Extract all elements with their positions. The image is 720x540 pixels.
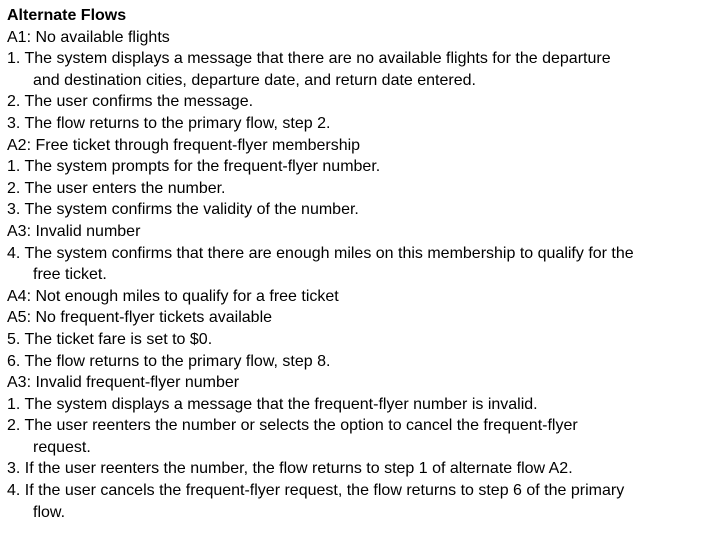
flow-heading-a3-invalid-ff: A3: Invalid frequent-flyer number: [7, 374, 240, 392]
flow-step: 3. The flow returns to the primary flow, step 2.: [7, 114, 331, 132]
flow-step: 6. The flow returns to the primary flow, step 8.: [7, 352, 331, 370]
flow-heading-a5: A5: No frequent-flyer tickets available: [7, 309, 273, 327]
document-body: [7, 5, 719, 523]
flow-step-continuation: and destination cities, departure date, and return date entered.: [33, 71, 476, 89]
section-heading: Alternate Flows: [7, 7, 127, 24]
flow-step: 4. The system confirms that there are enough miles on this membership to qualify for the: [7, 244, 634, 262]
flow-step: 2. The user confirms the message.: [7, 93, 254, 111]
flow-step-continuation: free ticket.: [33, 266, 107, 284]
flow-step: 5. The ticket fare is set to $0.: [7, 330, 213, 348]
flow-step: 1. The system displays a message that there are no available flights for the departure: [7, 50, 611, 68]
flow-heading-a2: A2: Free ticket through frequent-flyer membership: [7, 136, 361, 154]
flow-heading-a4: A4: Not enough miles to qualify for a free ticket: [7, 287, 339, 305]
flow-step: 1. The system prompts for the frequent-flyer number.: [7, 158, 381, 176]
flow-step: 2. The user enters the number.: [7, 179, 226, 197]
flow-step: 3. If the user reenters the number, the flow returns to step 1 of alternate flow A2.: [7, 460, 573, 478]
flow-step: 3. The system confirms the validity of the number.: [7, 201, 359, 219]
flow-step: 4. If the user cancels the frequent-flyer request, the flow returns to step 6 of the primary: [7, 482, 625, 500]
flow-heading-a1: A1: No available flights: [7, 28, 170, 46]
flow-step-continuation: flow.: [33, 503, 66, 521]
flow-step-continuation: request.: [33, 438, 91, 456]
flow-step: 2. The user reenters the number or selects the option to cancel the frequent-flyer: [7, 417, 578, 435]
flow-heading-a3: A3: Invalid number: [7, 222, 141, 240]
flow-step: 1. The system displays a message that the frequent-flyer number is invalid.: [7, 395, 538, 413]
